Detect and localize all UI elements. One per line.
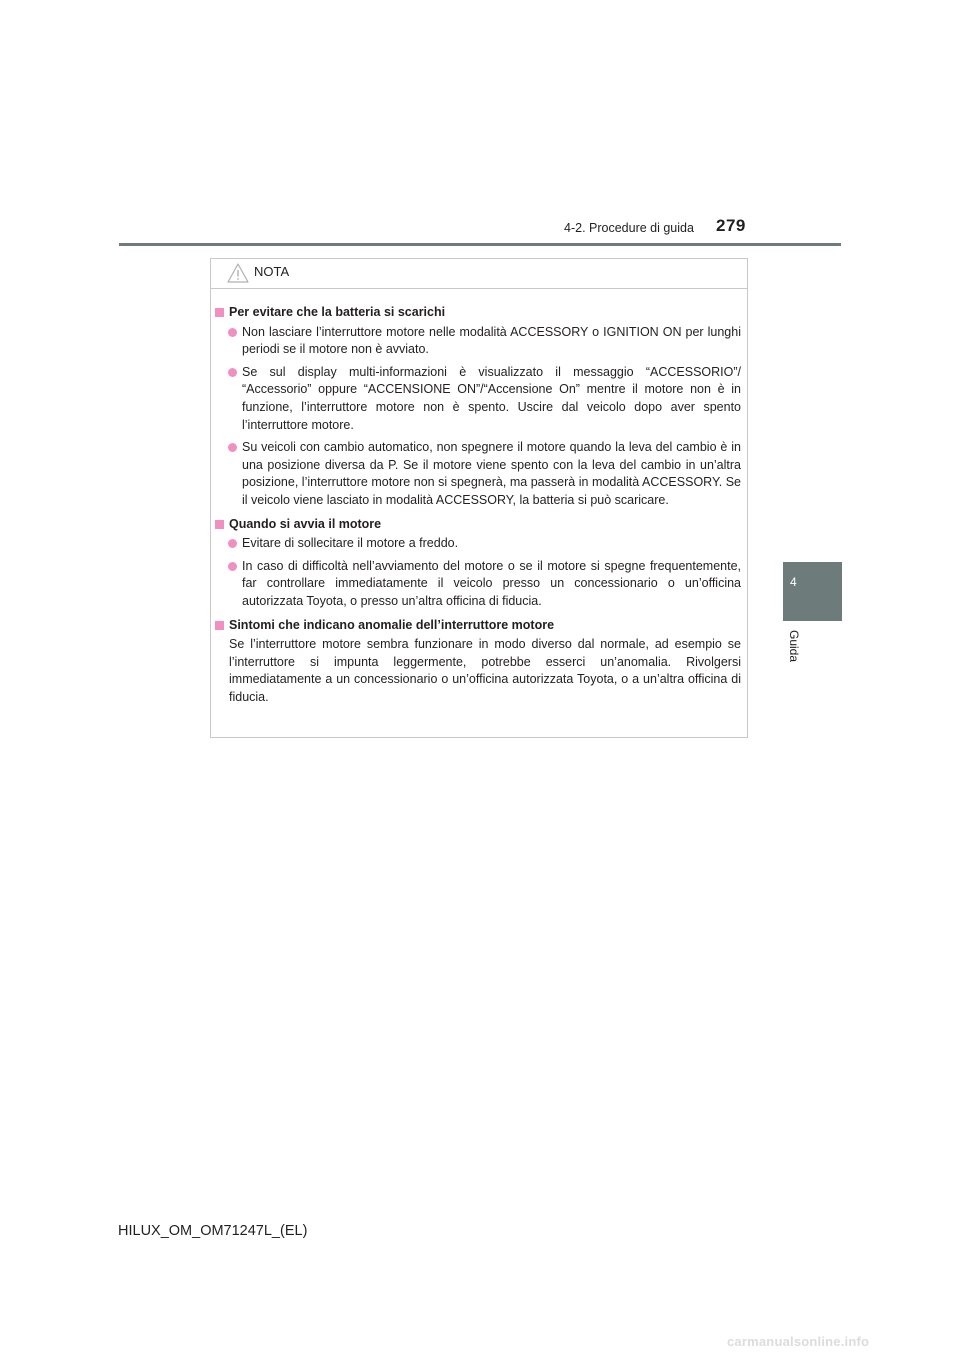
warning-triangle-icon [227, 263, 249, 283]
list-item: Se sul display multi-informazioni è visualizzato il messaggio “ACCESSORIO”/ “Accessorio” oppure “ACCENSIONE ON”/“Accensione On” mentre il motore non è in funzione, l’interruttore motore non è spento. Uscire dal veicolo dopo aver spento l’interruttore motore. [215, 364, 741, 434]
list-item: Evitare di sollecitare il motore a freddo. [215, 535, 741, 553]
section-paragraph: Se l’interruttore motore sembra funzionare in modo diverso dal normale, ad esempio se l’interruttore si impunta leggermente, potrebbe esserci un’anomalia. Rivolgersi immediatamente a un concessionario o un’officina autorizzata Toyota, o a un’altra officina di fiducia. [229, 637, 741, 704]
round-bullet-icon [228, 539, 237, 548]
round-bullet-icon [228, 562, 237, 571]
list-item: Non lasciare l’interruttore motore nelle modalità ACCESSORY o IGNITION ON per lunghi periodi se il motore non è avviato. [215, 324, 741, 359]
section-heading: Sintomi che indicano anomalie dell’interruttore motore [215, 617, 741, 635]
note-header [211, 259, 747, 289]
page-number: 279 [716, 216, 746, 235]
round-bullet-icon [228, 443, 237, 452]
list-item: Su veicoli con cambio automatico, non spegnere il motore quando la leva del cambio è in una posizione diversa da P. Se il motore viene spento con la leva del cambio in un’altra posizione, l’interruttore motore non si spegnerà, ma passerà in modalità ACCESSORY. Se il veicolo viene lasciato in modalità ACCESSORY, la batteria si può scaricare. [215, 439, 741, 509]
note-box [210, 258, 748, 738]
square-bullet-icon [215, 621, 224, 630]
chapter-tab [783, 562, 842, 621]
list-item: In caso di difficoltà nell’avviamento del motore o se il motore si spegne frequentemente, far controllare immediatamente il veicolo presso un concessionario o un’officina autorizzata Toyota, o presso un’altra officina di fiducia. [215, 558, 741, 611]
round-bullet-icon [228, 368, 237, 377]
note-title: NOTA [254, 264, 290, 279]
square-bullet-icon [215, 308, 224, 317]
header-divider [119, 243, 841, 246]
round-bullet-icon [228, 328, 237, 337]
section-heading: Quando si avvia il motore [215, 516, 741, 534]
section-heading: Per evitare che la batteria si scarichi [215, 304, 741, 322]
note-body [211, 289, 747, 706]
watermark: carmanualsonline.info [727, 1334, 870, 1349]
document-code: HILUX_OM_OM71247L_(EL) [118, 1223, 308, 1239]
chapter-tab-label: Guida [787, 630, 801, 663]
chapter-tab-number: 4 [790, 575, 797, 589]
square-bullet-icon [215, 520, 224, 529]
chapter-section-title: 4-2. Procedure di guida [564, 221, 694, 235]
